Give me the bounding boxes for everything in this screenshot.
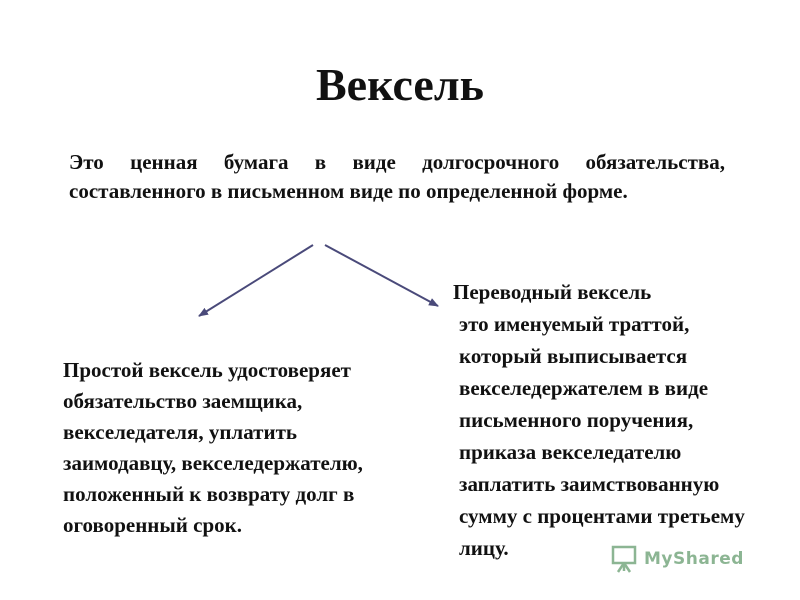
watermark [610,541,744,577]
arrow-to-simple-bill [199,245,313,316]
transfer-bill-heading: Переводный вексель [453,280,652,304]
simple-bill-text: Простой вексель удостоверяет обязательство заемщика, векселедателя, уплатить заимодавцу, векселедержателю, положенный к возврату долг в оговоренный срок. [63,358,363,537]
definition-text: Это ценная бумага в виде долгосрочного обязательства, составленного в письменном виде по определенной форме. [69,150,725,203]
presentation-logo-icon [610,544,638,574]
transfer-bill-text: это именуемый траттой, который выписывается векселедержателем в виде письменного поручения, приказа векселедателю заплатить заимствованную сумму с процентами третьему лицу. [459,312,745,560]
watermark-text: MyShared [644,549,744,569]
slide-title: Вексель [316,59,484,110]
arrow-to-transfer-bill [325,245,438,306]
transfer-bill-block [453,276,773,564]
